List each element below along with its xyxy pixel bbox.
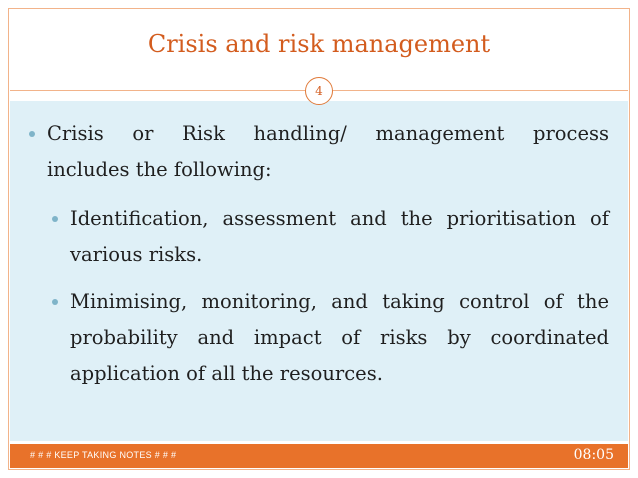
footer-note: # # # KEEP TAKING NOTES # # #: [30, 450, 177, 460]
bullet-item-1: [47, 116, 609, 188]
bullet-3-line-2: probability and impact of risks by coordinated: [70, 326, 609, 349]
bullet-item-2: [70, 201, 609, 273]
sub-bullet-marker: [52, 299, 58, 305]
bullet-marker: [29, 131, 35, 137]
bullet-3-line-1: Minimising, monitoring, and taking control of the: [70, 290, 609, 313]
slide-title: Crisis and risk management: [147, 30, 491, 58]
sub-bullet-marker: [52, 216, 58, 222]
bullet-2-line-2: various risks.: [70, 243, 203, 266]
footer-time: 08:05: [573, 447, 614, 463]
bullet-2-line-1: Identification, assessment and the prioritisation of: [70, 207, 609, 230]
bullet-3-line-3: application of all the resources.: [70, 362, 383, 385]
bullet-1-line-1: Crisis or Risk handling/ management process: [47, 122, 609, 145]
bullet-1-line-2: includes the following:: [47, 158, 272, 181]
footer-bar: [10, 444, 628, 468]
bullet-item-3: [70, 284, 609, 392]
page-number-badge: 4: [305, 77, 333, 105]
